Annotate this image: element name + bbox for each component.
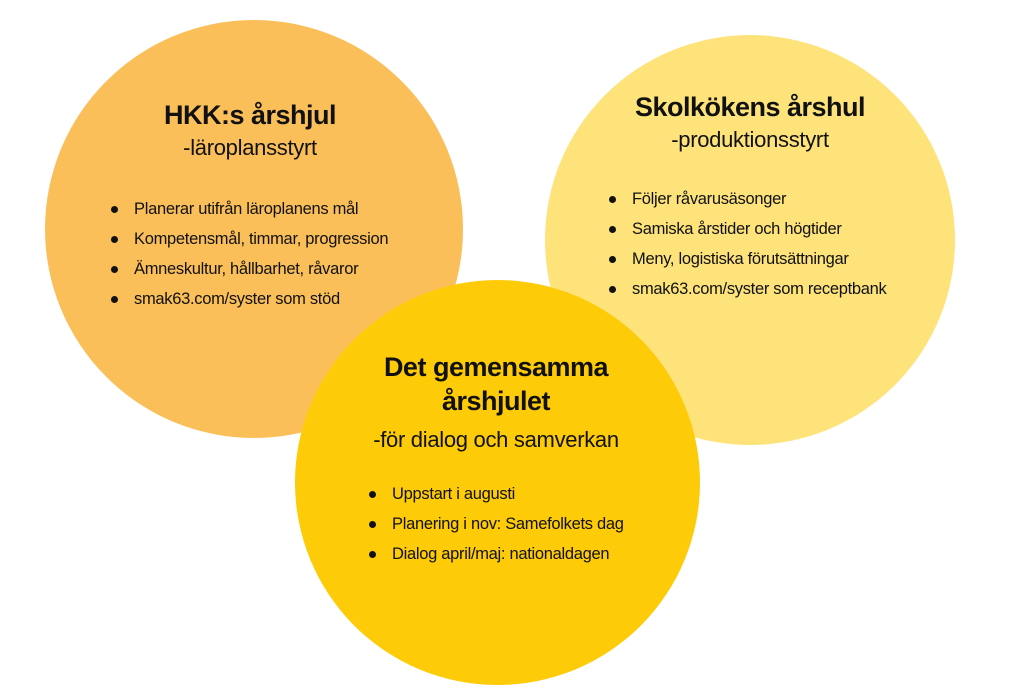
list-item: Dialog april/maj: nationaldagen <box>368 539 624 569</box>
list-item: Kompetensmål, timmar, progression <box>110 224 388 254</box>
list-item: Meny, logistiska förutsättningar <box>608 244 887 274</box>
list-item: Följer råvarusäsonger <box>608 184 887 214</box>
skolkok-title: Skolkökens årshul <box>634 92 866 122</box>
gemensam-heading-block <box>346 350 646 454</box>
list-item: Ämneskultur, hållbarhet, råvaror <box>110 254 388 284</box>
list-item: Planerar utifrån läroplanens mål <box>110 194 388 224</box>
skolkok-subtitle: -produktionsstyrt <box>671 127 829 152</box>
hkk-heading-block <box>100 98 400 162</box>
hkk-subtitle: -läroplansstyrt <box>183 135 317 160</box>
list-item: smak63.com/syster som receptbank <box>608 274 887 304</box>
list-item: smak63.com/syster som stöd <box>110 284 388 314</box>
gemensam-title-line2: årshjulet <box>441 386 551 416</box>
list-item: Uppstart i augusti <box>368 479 624 509</box>
list-item: Samiska årstider och högtider <box>608 214 887 244</box>
list-item: Planering i nov: Samefolkets dag <box>368 509 624 539</box>
gemensam-subtitle: -för dialog och samverkan <box>373 427 619 452</box>
skolkok-bullet-list <box>608 184 887 304</box>
gemensam-bullet-list <box>368 479 624 569</box>
skolkok-heading-block <box>600 90 900 154</box>
hkk-bullet-list <box>110 194 388 314</box>
hkk-title: HKK:s årshjul <box>163 100 337 130</box>
gemensam-title-line1: Det gemensamma <box>383 352 609 382</box>
